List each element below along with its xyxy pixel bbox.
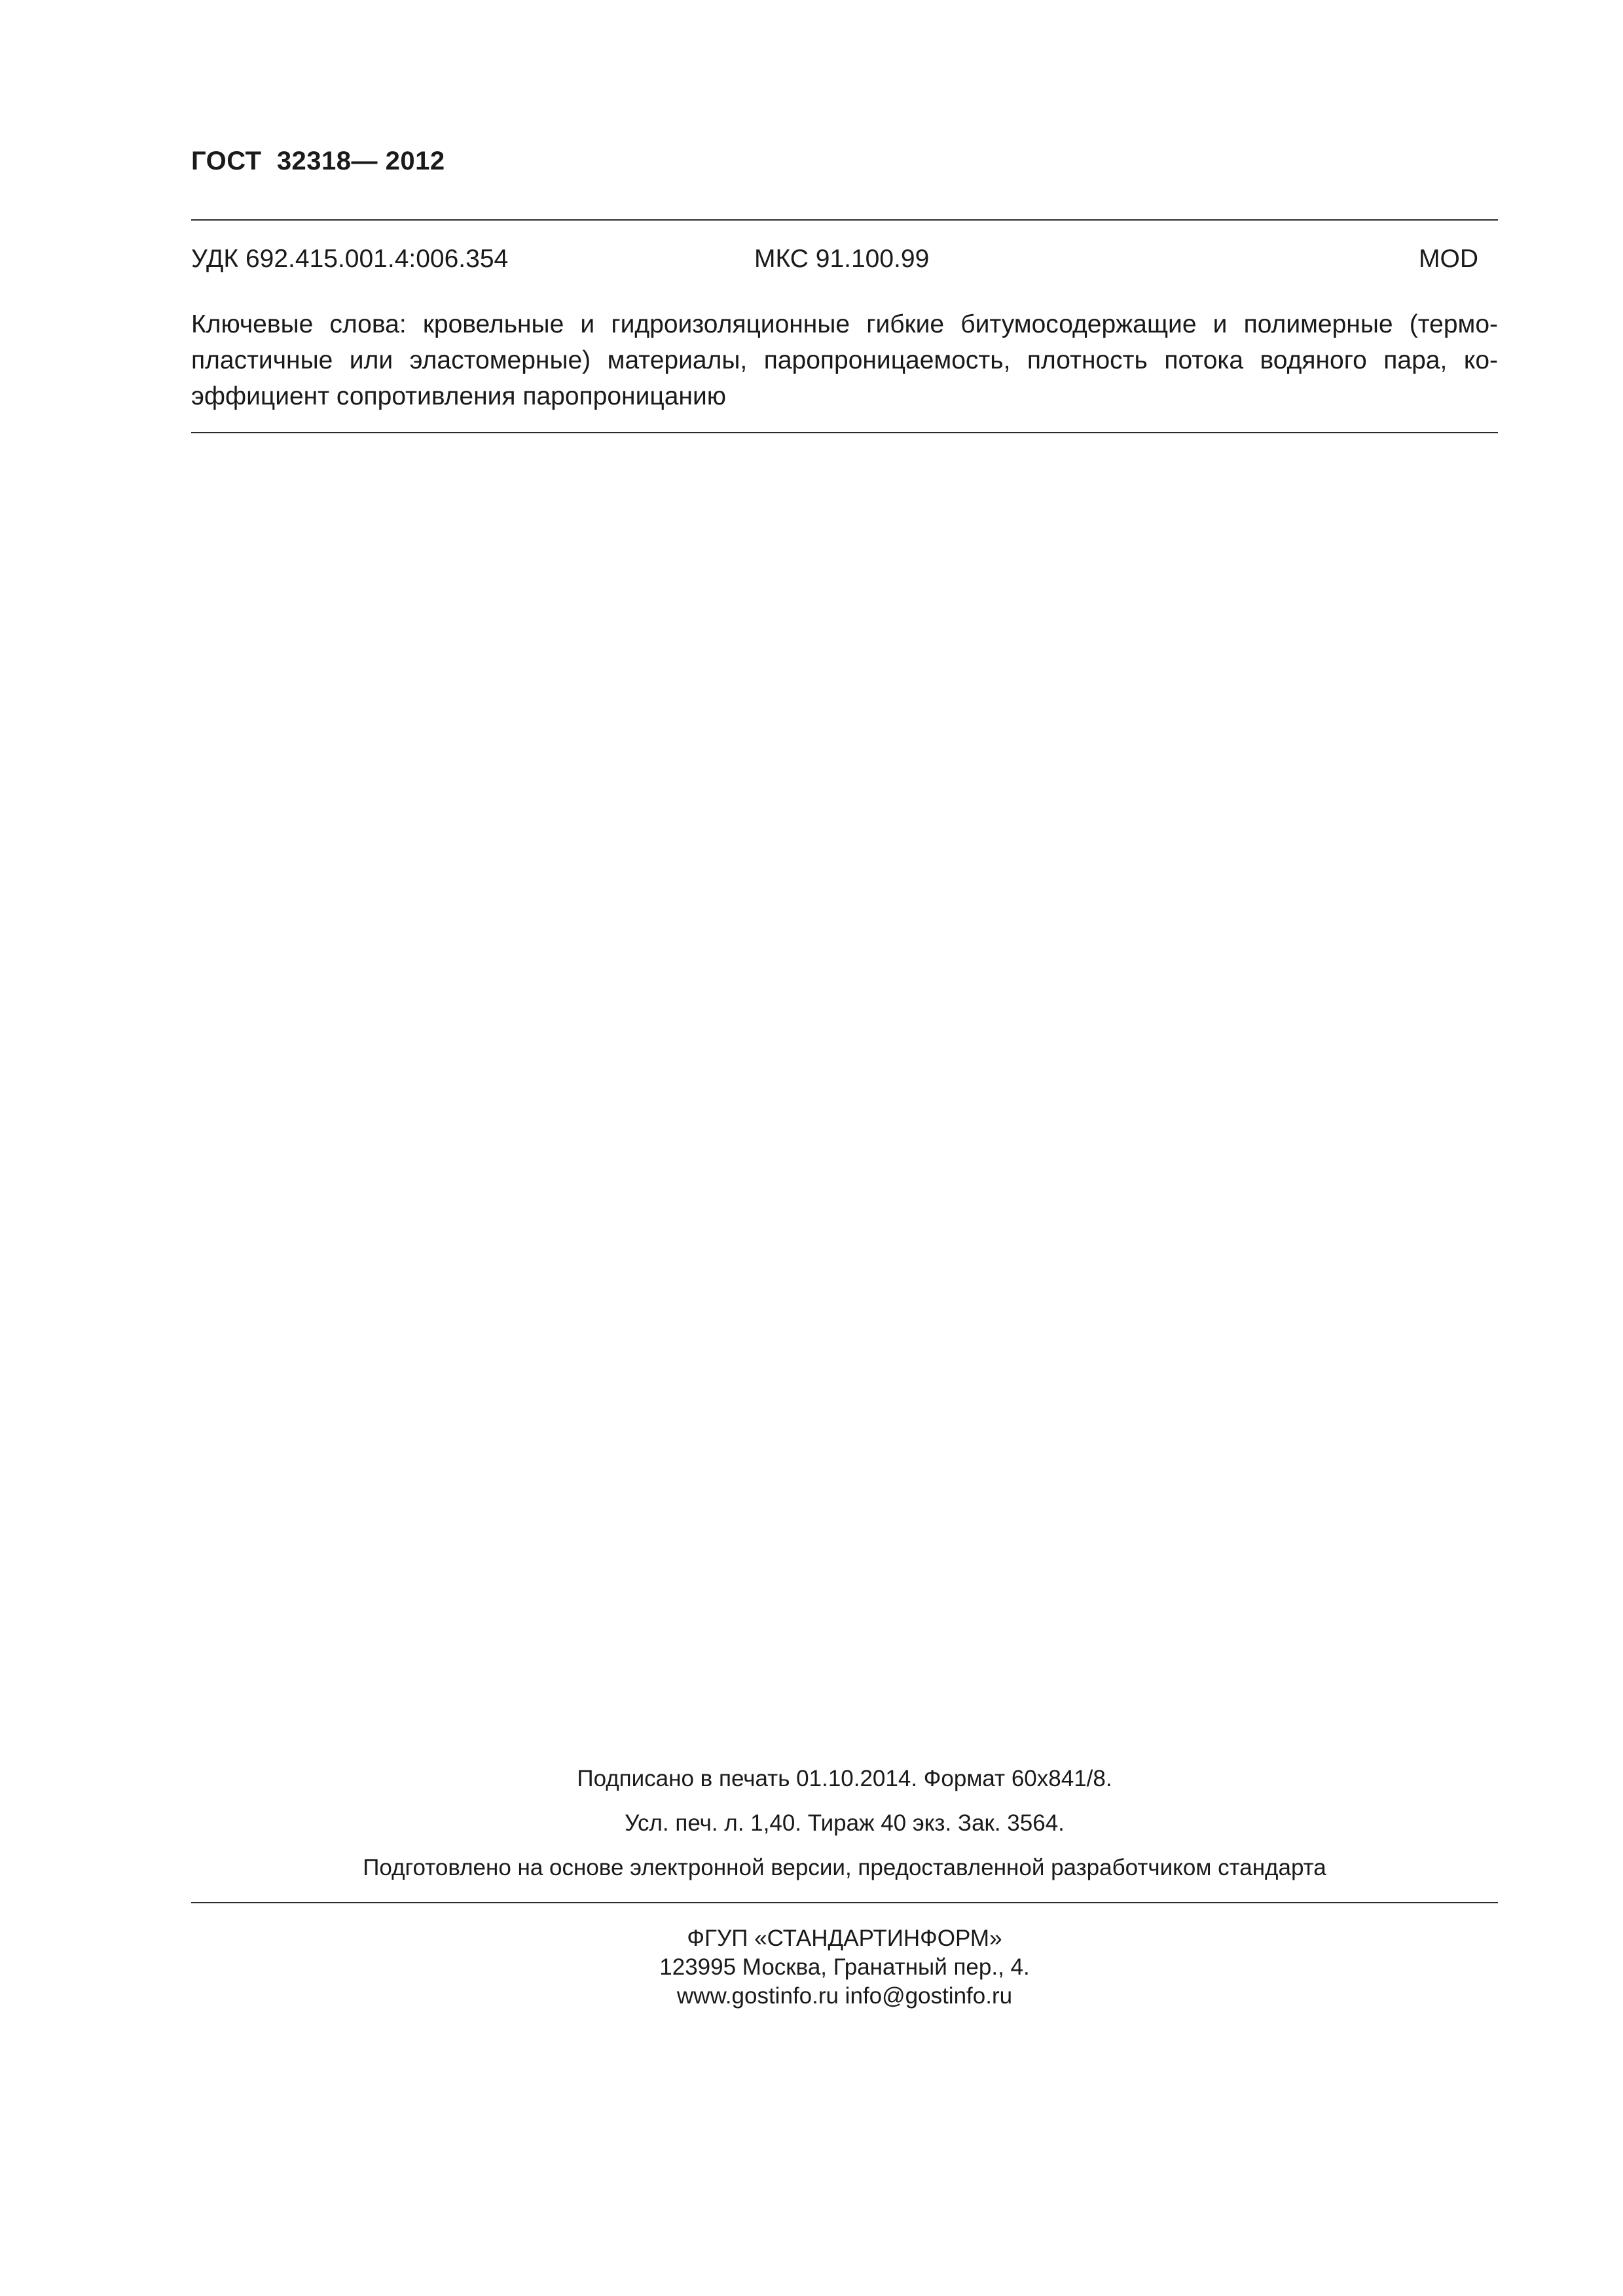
imprint-divider	[191, 1902, 1498, 1903]
classification-row	[191, 245, 1478, 279]
modification-label: MOD	[1419, 245, 1478, 273]
imprint-print-run: Усл. печ. л. 1,40. Тираж 40 экз. Зак. 3564.	[625, 1810, 1065, 1836]
keywords-line-1: Ключевые слова: кровельные и гидроизоляционные гибкие битумосодержащие и полимерные (термо-	[191, 310, 1498, 338]
keywords-line-3: эффициент сопротивления паропроницанию	[191, 382, 726, 410]
publisher-address: 123995 Москва, Гранатный пер., 4.	[659, 1954, 1030, 1980]
imprint-prepared: Подготовлено на основе электронной версии, предоставленной разработчиком стандарта	[363, 1855, 1326, 1880]
mks-code: МКС 91.100.99	[754, 245, 930, 273]
publisher-contacts: www.gostinfo.ru info@gostinfo.ru	[676, 1983, 1013, 2009]
keywords-block	[191, 306, 1498, 414]
imprint-signed: Подписано в печать 01.10.2014. Формат 60x841/8.	[577, 1766, 1112, 1791]
publisher-name: ФГУП «СТАНДАРТИНФОРМ»	[687, 1926, 1002, 1951]
top-divider	[191, 219, 1498, 221]
standard-id: ГОСТ 32318— 2012	[191, 147, 445, 175]
udk-code: УДК 692.415.001.4:006.354	[191, 245, 509, 273]
publisher-block	[191, 1924, 1498, 2011]
keywords-divider	[191, 432, 1498, 433]
keywords-line-2: пластичные или эластомерные) материалы, паропроницаемость, плотность потока водяного пара, ко-	[191, 346, 1498, 374]
